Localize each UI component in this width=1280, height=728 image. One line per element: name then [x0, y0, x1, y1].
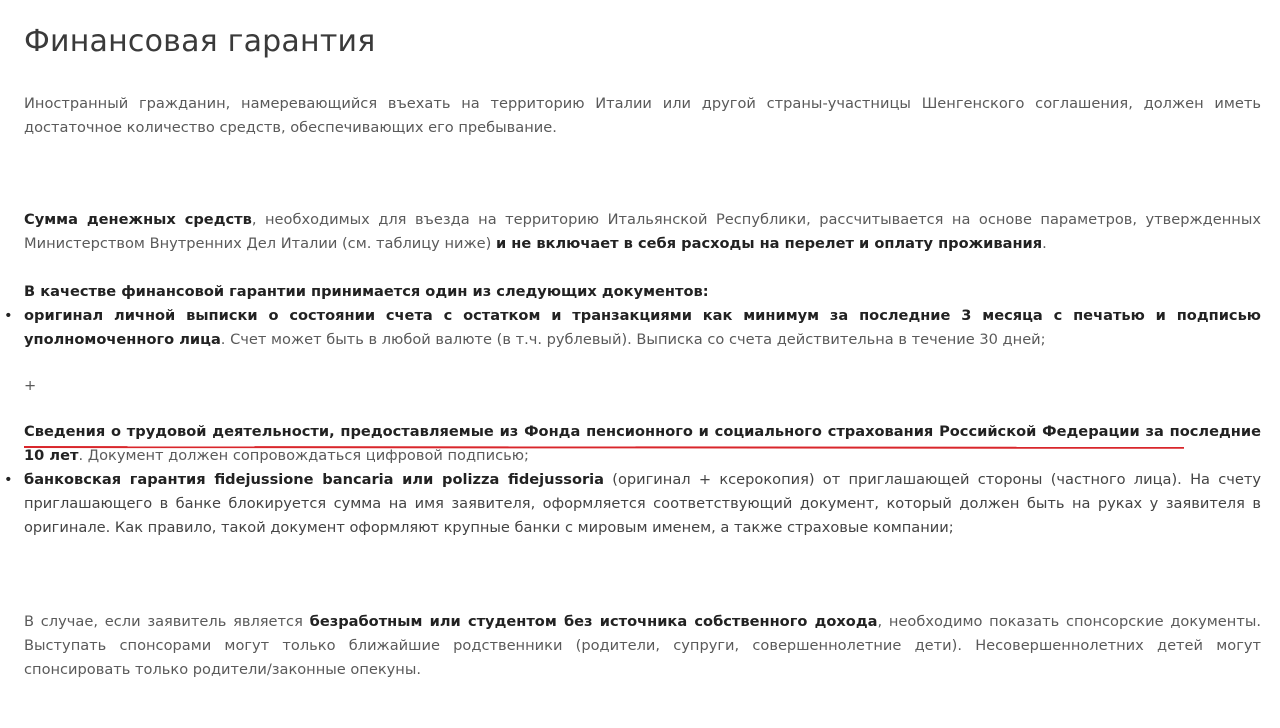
work-history-bold: Сведения о трудовой деятельности, предоставляемые из Фонда пенсионного и социального страхования Российской Федерации за последние 10 лет	[24, 423, 1261, 464]
bank-guarantee-text: (оригинал + ксерокопия) от приглашающей стороны (частного лица). На счету приглашающего в банке блокируется сумма на имя заявителя, оформляется соответствующий документ, который должен быть на руках у заявителя в оригинале. Как правило, такой документ оформляют крупные банки с мировым именем, а также страховые компании;	[24, 471, 1261, 536]
funds-text: , необходимых для въезда на территорию Итальянской Республики, рассчитывается на основе параметров, утвержденных Министерством Внутренних Дел Италии (см. таблицу ниже)	[24, 211, 1261, 252]
funds-bold-lead: Сумма денежных средств	[24, 211, 252, 228]
sponsor-text-lead: В случае, если заявитель является	[24, 613, 310, 630]
documents-heading-text: В качестве финансовой гарантии принимается один из следующих документов:	[24, 283, 709, 300]
plus-separator: +	[24, 377, 37, 394]
sponsor-text: , необходимо показать спонсорские документы. Выступать спонсорами могут только ближайшие родственники (родители, супруги, совершеннолетние дети). Несовершеннолетних детей могут спонсировать только родители/законные опекуны.	[24, 613, 1261, 678]
work-history-paragraph	[24, 420, 1261, 468]
bank-guarantee-bold: банковская гарантия fidejussione bancaria или polizza fidejussoria	[24, 471, 605, 488]
funds-period: .	[1042, 235, 1047, 252]
bank-statement-bold: оригинал личной выписки о состоянии счета с остатком и транзакциями как минимум за последние 3 месяца с печатью и подписью уполномоченного лица	[24, 307, 1261, 348]
bullet-icon: •	[4, 471, 13, 488]
page-title: Финансовая гарантия	[24, 24, 376, 59]
work-history-text: . Документ должен сопровождаться цифровой подписью;	[78, 447, 529, 464]
intro-paragraph: Иностранный гражданин, намеревающийся въехать на территорию Италии или другой страны-участницы Шенгенского соглашения, должен иметь достаточное количество средств, обеспечивающих его пребывание.	[24, 95, 1261, 136]
bank-statement-text: . Счет может быть в любой валюте (в т.ч. рублевый). Выписка со счета действительна в течение 30 дней;	[220, 331, 1046, 348]
sponsor-bold: безработным или студентом без источника собственного дохода	[309, 613, 878, 630]
funds-bold-exclusion: и не включает в себя расходы на перелет и оплату проживания	[495, 235, 1043, 252]
list-item-bank-guarantee	[4, 468, 1261, 540]
sponsor-paragraph	[24, 610, 1261, 682]
bullet-icon: •	[4, 307, 13, 324]
list-item-bank-statement	[4, 304, 1261, 352]
documents-heading	[24, 280, 1261, 304]
funds-paragraph	[24, 208, 1261, 256]
